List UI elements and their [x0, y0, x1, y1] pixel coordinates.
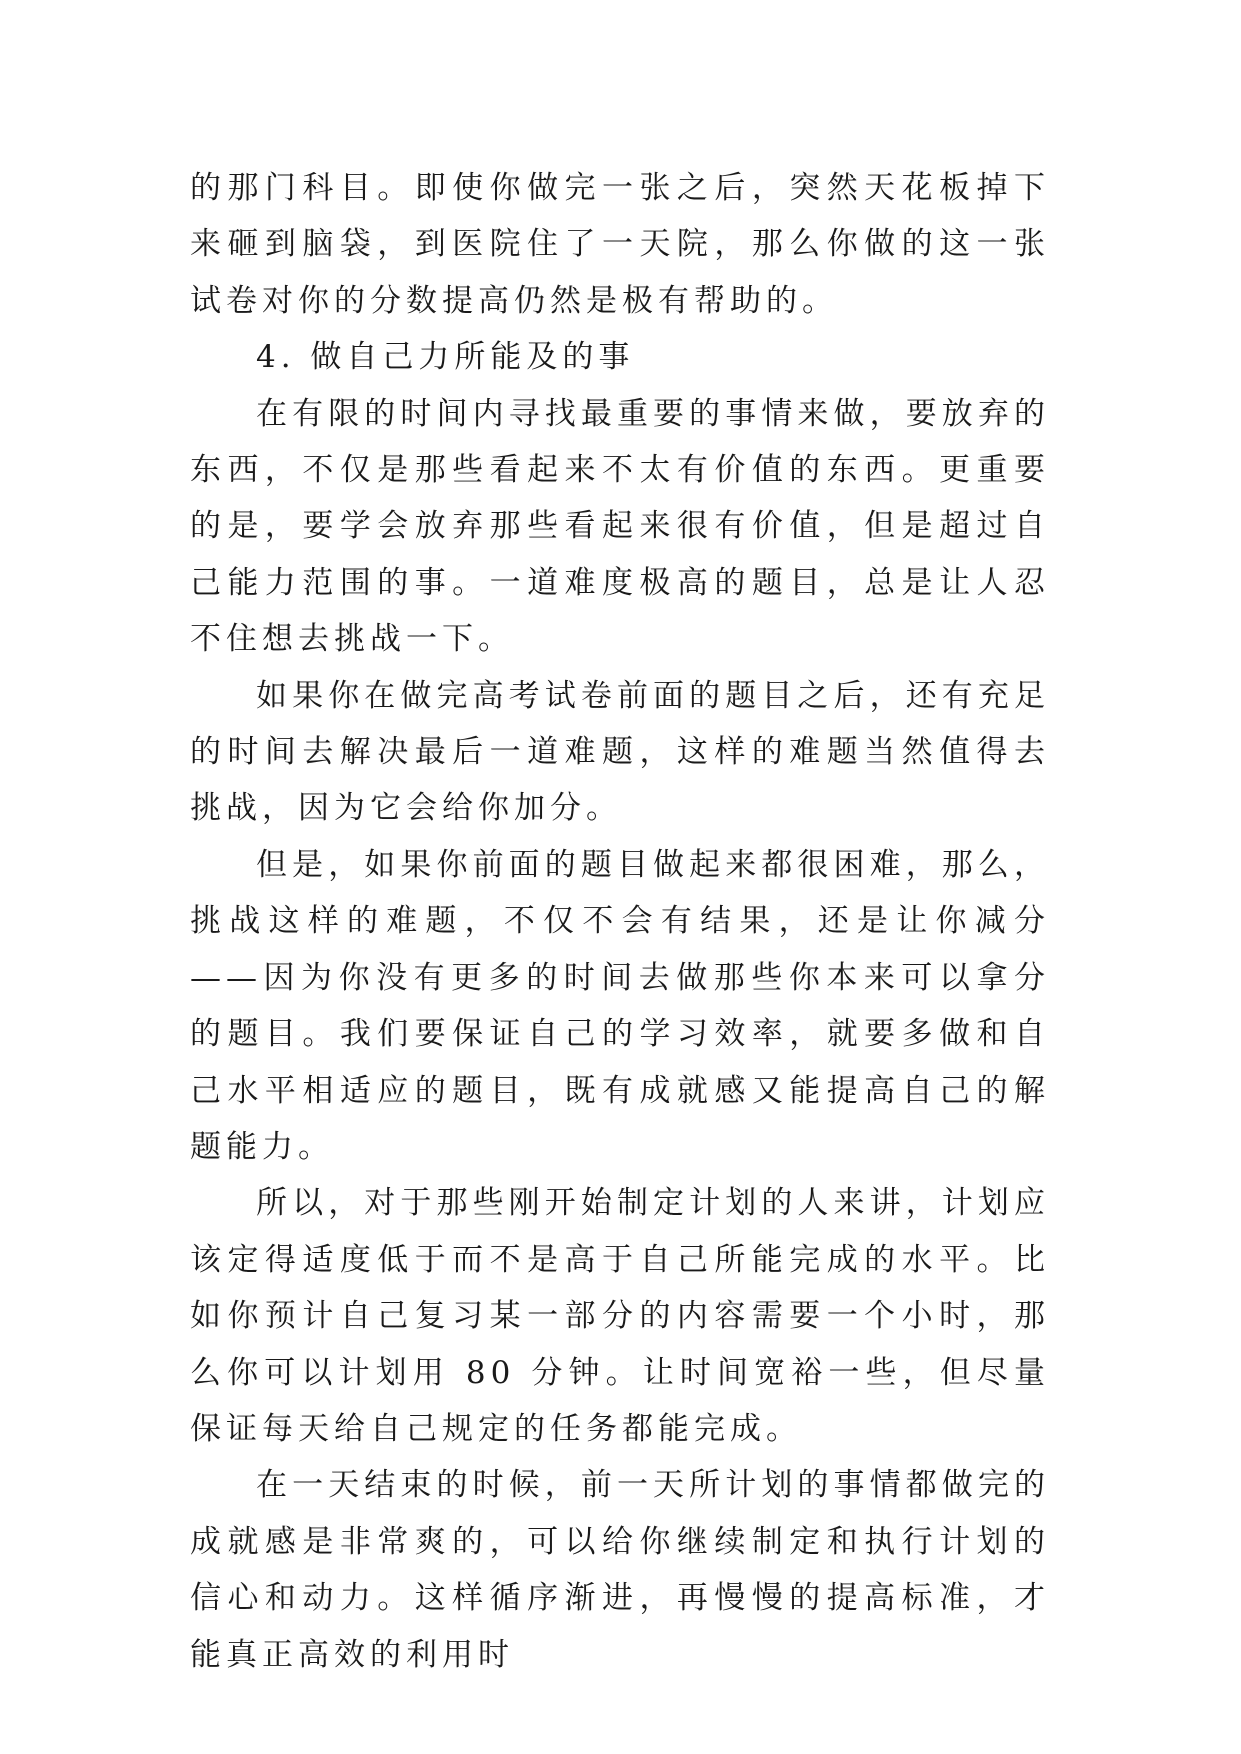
paragraph: 但是，如果你前面的题目做起来都很困难，那么，挑战这样的难题，不仅不会有结果，还是让你减分——因为你没有更多的时间去做那些你本来可以拿分的题目。我们要保证自己的学习效率，就要多做和自己水平相适应的题目，既有成就感又能提高自己的解题能力。 — [190, 846, 1050, 1165]
section-heading: 4. 做自己力所能及的事 — [256, 339, 635, 376]
paragraph: 如果你在做完高考试卷前面的题目之后，还有充足的时间去解决最后一道难题，这样的难题当然值得去挑战，因为它会给你加分。 — [190, 677, 1050, 827]
document-body — [190, 160, 1050, 1683]
paragraph: 所以，对于那些刚开始制定计划的人来讲，计划应该定得适度低于而不是高于自己所能完成的水平。比如你预计自己复习某一部分的内容需要一个小时，那么你可以计划用 80 分钟。让时间宽裕一些，但尽量保证每天给自己规定的任务都能完成。 — [190, 1185, 1050, 1447]
paragraph-continuation: 的那门科目。即使你做完一张之后，突然天花板掉下来砸到脑袋，到医院住了一天院，那么你做的这一张试卷对你的分数提高仍然是极有帮助的。 — [190, 170, 1050, 319]
paragraph: 在一天结束的时候，前一天所计划的事情都做完的成就感是非常爽的，可以给你继续制定和执行计划的信心和动力。这样循序渐进，再慢慢的提高标准，才能真正高效的利用时 — [190, 1467, 1050, 1673]
paragraph: 在有限的时间内寻找最重要的事情来做，要放弃的东西，不仅是那些看起来不太有价值的东西。更重要的是，要学会放弃那些看起来很有价值，但是超过自己能力范围的事。一道难度极高的题目，总是让人忍不住想去挑战一下。 — [190, 395, 1050, 658]
